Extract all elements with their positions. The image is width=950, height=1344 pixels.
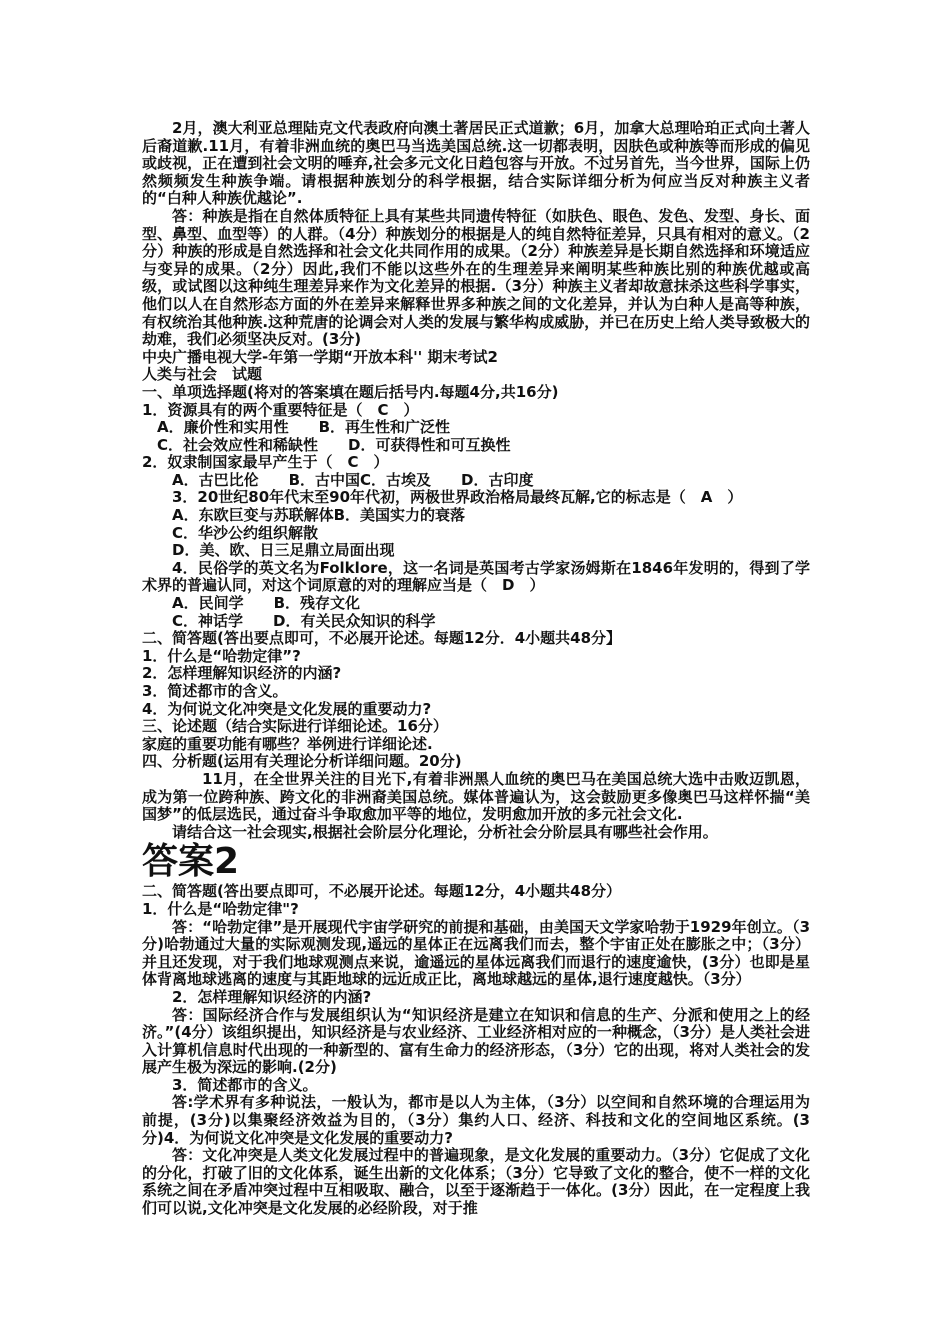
text-paragraph: 2月，澳大利亚总理陆克文代表政府向澳土著居民正式道歉；6月，加拿大总理哈珀正式向土著人后裔道歉.11月，有着非洲血统的奥巴马当选美国总统.这一切都表明，因肤色或种族等而形成的偏见或歧视，正在遭到社会文明的唾弃,社会多元文化日趋包容与开放。不过另首先，当今世界，国际上仍然频频发生种族争端。请根据种族划分的科学根据，结合实际详细分析为何应当反对种族主义者的“白种人种族优越论”. (142, 119, 810, 208)
text-paragraph: 答：国际经济合作与发展组织认为“知识经济是建立在知识和信息的生产、分派和使用之上的经济。”(4分）该组织提出，知识经济是与农业经济、工业经济相对应的一种概念，（3分）是人类社会进入计算机信息时代出现的一种新型的、富有生命力的经济形态，（3分）它的出现，将对人类社会的发展产生极为深远的影响.(2分) (142, 1005, 810, 1077)
text-paragraph: 4．民俗学的英文名为Folklore，这一名词是英国考古学家汤姆斯在1846年发明的，得到了学术界的普遍认同，对这个词原意的对的理解应当是（ D ） (142, 558, 810, 595)
text-paragraph: 3．简述都市的含义。 (172, 1075, 318, 1094)
text-paragraph: 答：“哈勃定律”是开展现代宇宙学研究的前提和基础，由美国天文学家哈勃于1929年创立。（3分)哈勃通过大量的实际观测发现,遥远的星体正在远离我们而去，整个宇宙正处在膨胀之中；（3分）并且还发现，对于我们地球观测点来说，逾遥远的星体远离我们而退行的速度逾快，(3分）也即是星体背离地球逃离的速度与其距地球的远近成正比，离地球越远的星体,退行速度越快。（3分） (142, 917, 810, 989)
text-paragraph: A．东欧巨变与苏联解体B．美国实力的衰落 (172, 506, 466, 525)
text-paragraph: 3．简述都市的含义。 (142, 682, 288, 700)
text-paragraph: 二、简答题(答出要点即可，不必展开论述。每题12分．4小题共48分】 (142, 629, 622, 648)
text-paragraph: C．神话学 D．有关民众知识的科学 (172, 611, 436, 630)
text-paragraph: C．华沙公约组织解散 (172, 523, 319, 542)
text-paragraph: 答：文化冲突是人类文化发展过程中的普遍现象，是文化发展的重要动力。（3分）它促成了文化的分化，打破了旧的文化体系，诞生出新的文化体系；（3分）它导致了文化的整合，使不一样的文化系统之间在矛盾冲突过程中互相吸取、融合，以至于逐渐趋于一体化。(3分）因此，在一定程度上我们可以说,文化冲突是文化发展的必经阶段，对于推 (142, 1146, 810, 1218)
text-paragraph: 4．为何说文化冲突是文化发展的重要动力? (142, 699, 432, 718)
text-paragraph: 11月，在全世界关注的目光下,有着非洲黑人血统的奥巴马在美国总统大选中击败迈凯恩，成为第一位跨种族、跨文化的非洲裔美国总统。媒体普遍认为，这会鼓励更多像奥巴马这样怀揣“美国梦”的低层选民，通过奋斗争取愈加平等的地位，发明愈加开放的多元社会文化. (142, 769, 810, 824)
document-page (142, 120, 810, 1218)
text-paragraph: 1．资源具有的两个重要特征是（ C ） (142, 400, 419, 419)
text-paragraph: 二、简答题(答出要点即可，不必展开论述。每题12分，4小题共48分） (142, 882, 622, 901)
text-paragraph: 请结合这一社会现实,根据社会阶层分化理论，分析社会分阶层具有哪些社会作用。 (172, 822, 718, 841)
text-paragraph: A．民间学 B．残存文化 (172, 594, 361, 613)
text-paragraph: 1．什么是“哈勃定律”? (142, 646, 301, 665)
text-paragraph: A．廉价性和实用性 B．再生性和广泛性 (157, 418, 451, 437)
text-paragraph: 2．怎样理解知识经济的内涵? (142, 664, 342, 683)
text-paragraph: 答:学术界有多种说法，一般认为，都市是以人为主体，（3分）以空间和自然环境的合理运用为前提，(3分)以集聚经济效益为目的，（3分）集约人口、经济、科技和文化的空间地区系统。(3分)4．为何说文化冲突是文化发展的重要动力? (142, 1093, 810, 1147)
text-paragraph: 3．20世纪80年代末至90年代初，两极世界政治格局最终瓦解,它的标志是（ A ） (172, 488, 743, 507)
text-paragraph: 答：种族是指在自然体质特征上具有某些共同遗传特征（如肤色、眼色、发色、发型、身长、面型、鼻型、血型等）的人群。（4分）种族划分的根据是人的纯自然特征差异，只具有相对的意义。（2分）种族的形成是自然选择和社会文化共同作用的成果。（2分）种族差异是长期自然选择和环境适应与变异的成果。（2分）因此,我们不能以这些外在的生理差异来阐明某些种族比别的种族优越或高级，或试图以这种纯生理差异来作为文化差异的根据.（3分）种族主义者却故意抹杀这些科学事实，他们以人在自然形态方面的外在差异来解释世界多种族之间的文化差异，并认为白种人是高等种族，有权统治其他种族.这种荒唐的论调会对人类的发展与繁华构成威胁，并已在历史上给人类导致极大的劫难，我们必须坚决反对。(3分) (142, 206, 810, 349)
text-paragraph: 2．奴隶制国家最早产生于（ C ） (142, 453, 389, 472)
text-paragraph: 一、单项选择题(将对的答案填在题后括号内.每题4分,共16分) (142, 382, 559, 401)
text-paragraph: A．古巴比伦 B．古中国C．古埃及 D．古印度 (172, 470, 534, 489)
text-paragraph: D．美、欧、日三足鼎立局面出现 (172, 541, 395, 560)
text-paragraph: 中央广播电视大学-年第一学期“开放本科'' 期末考试2 (142, 347, 498, 366)
text-paragraph: 三、论述题（结合实际进行详细论述。16分） (142, 717, 448, 736)
text-paragraph: 1．什么是“哈勃定律"? (142, 899, 299, 918)
text-paragraph: 2．怎样理解知识经济的内涵? (172, 987, 372, 1006)
text-paragraph: 家庭的重要功能有哪些？举例进行详细论述. (142, 734, 433, 753)
text-paragraph: 人类与社会 试题 (142, 365, 263, 384)
text-paragraph: 四、分析题(运用有关理论分析详细问题。20分) (142, 752, 462, 771)
answer-heading: 答案2 (142, 841, 240, 883)
text-paragraph: C．社会效应性和稀缺性 D．可获得性和可互换性 (157, 435, 511, 454)
